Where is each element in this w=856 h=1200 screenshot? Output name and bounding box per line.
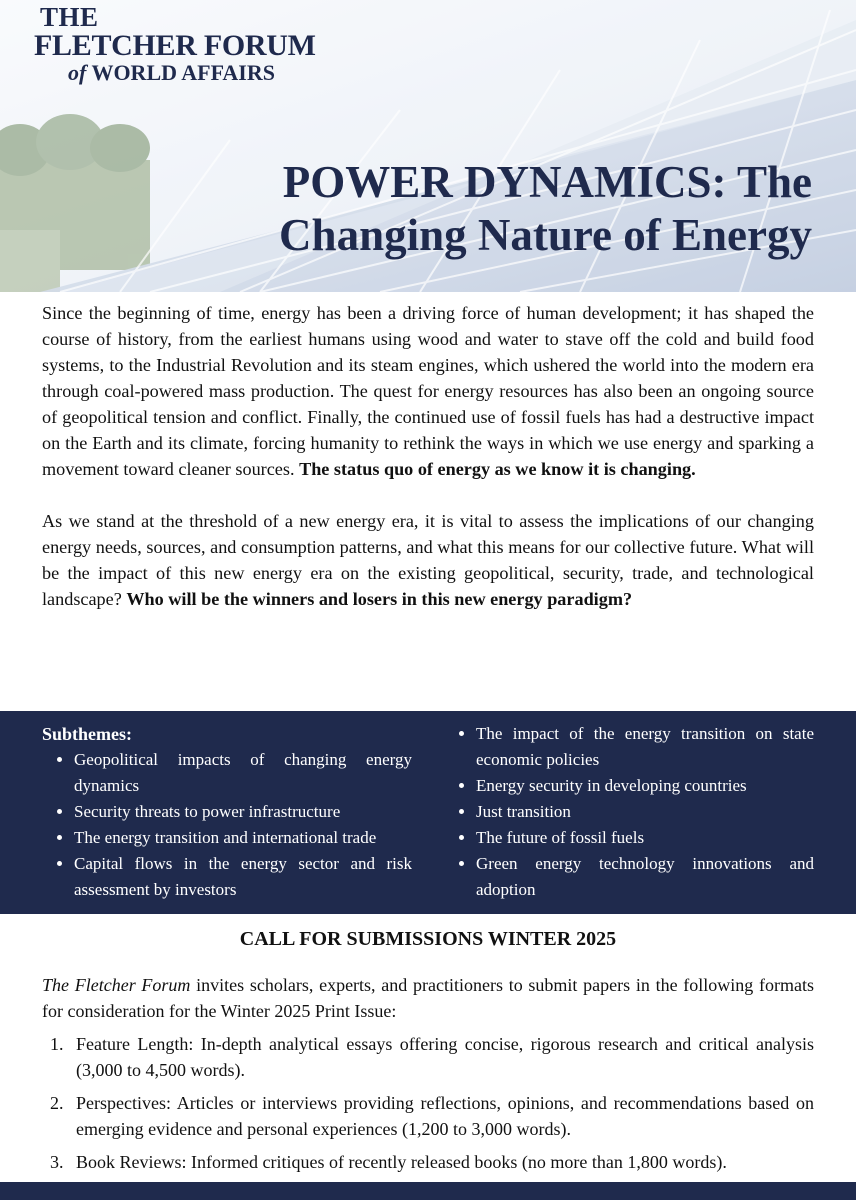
subtheme-item: • Just transition <box>476 799 814 825</box>
page-title <box>279 156 812 262</box>
logo-line-3 <box>68 62 316 84</box>
footer-bar <box>0 1182 856 1200</box>
submission-format-item <box>42 1031 814 1083</box>
subthemes-list-right <box>454 721 814 903</box>
subtheme-item: • The future of fossil fuels <box>476 825 814 851</box>
item-text: Perspectives: Articles or interviews providing reflections, opinions, and recommendations based on emerging evidence and personal experiences (1,200 to 3,000 words). <box>76 1093 814 1139</box>
subtheme-item: • Capital flows in the energy sector and risk assessment by investors <box>74 851 412 903</box>
submission-format-item <box>42 1149 814 1175</box>
intro-p2-text: As we stand at the threshold of a new energy era, it is vital to assess the implications of our changing energy needs, sources, and consumption patterns, and what this means for our collective future. What will be the impact of this new energy era on the existing geopolitical, security, trade, and technological landscape? <box>42 511 814 609</box>
intro-p1-text: Since the beginning of time, energy has been a driving force of human development; it has shaped the course of history, from the earliest humans using wood and water to stave off the cold and build food systems, to the Industrial Revolution and its steam engines, which ushered the world into the modern era through coal-powered mass production. The quest for energy resources has also been an ongoing source of geopolitical tension and conflict. Finally, the continued use of fossil fuels has had a destructive impact on the Earth and its climate, forcing humanity to rethink the ways in which we use energy and sparking a movement toward cleaner sources. <box>42 303 814 479</box>
logo-line-2: FLETCHER FORUM <box>34 29 316 62</box>
intro-paragraph-2 <box>42 508 814 612</box>
subthemes-heading: Subthemes: <box>42 724 133 744</box>
intro-p2-bold: Who will be the winners and losers in this new energy paradigm? <box>126 589 633 609</box>
call-intro-text: invites scholars, experts, and practitioners to submit papers in the following formats for consideration for the Winter 2025 Print Issue: <box>42 975 814 1021</box>
subtheme-item: • The impact of the energy transition on state economic policies <box>476 721 814 773</box>
subtheme-item: • Security threats to power infrastructure <box>74 799 412 825</box>
subthemes-right-column <box>454 721 814 903</box>
subtheme-item: • Geopolitical impacts of changing energy dynamics <box>74 747 412 799</box>
title-line-2: Changing Nature of Energy <box>279 210 812 260</box>
intro-paragraph-1 <box>42 300 814 482</box>
item-number: 3. <box>50 1152 64 1172</box>
item-text: Feature Length: In-depth analytical essays offering concise, rigorous research and critical analysis (3,000 to 4,500 words). <box>76 1034 814 1080</box>
subtheme-item: • Energy security in developing countries <box>476 773 814 799</box>
logo-line-1: THE <box>40 2 99 32</box>
call-intro-publication: The Fletcher Forum <box>42 975 191 995</box>
subthemes-band <box>0 711 856 914</box>
submission-format-item <box>42 1090 814 1142</box>
submission-formats-list <box>42 1031 814 1182</box>
publication-logo <box>34 4 316 84</box>
call-intro <box>42 972 814 1024</box>
subthemes-list-left <box>42 747 412 903</box>
title-line-1: POWER DYNAMICS: The <box>282 157 812 207</box>
item-number: 2. <box>50 1093 64 1113</box>
intro-text <box>42 300 814 638</box>
subtheme-item: • Green energy technology innovations and adoption <box>476 851 814 903</box>
logo-of: of <box>68 60 87 85</box>
subtheme-item: • The energy transition and international trade <box>74 825 412 851</box>
call-for-submissions-title: CALL FOR SUBMISSIONS WINTER 2025 <box>239 928 617 950</box>
intro-p1-bold: The status quo of energy as we know it is changing. <box>299 459 696 479</box>
item-number: 1. <box>50 1034 64 1054</box>
item-text: Book Reviews: Informed critiques of recently released books (no more than 1,800 words). <box>76 1152 727 1172</box>
subthemes-left-column <box>42 721 412 903</box>
logo-world-affairs: WORLD AFFAIRS <box>91 60 275 85</box>
hero-banner <box>0 0 856 292</box>
